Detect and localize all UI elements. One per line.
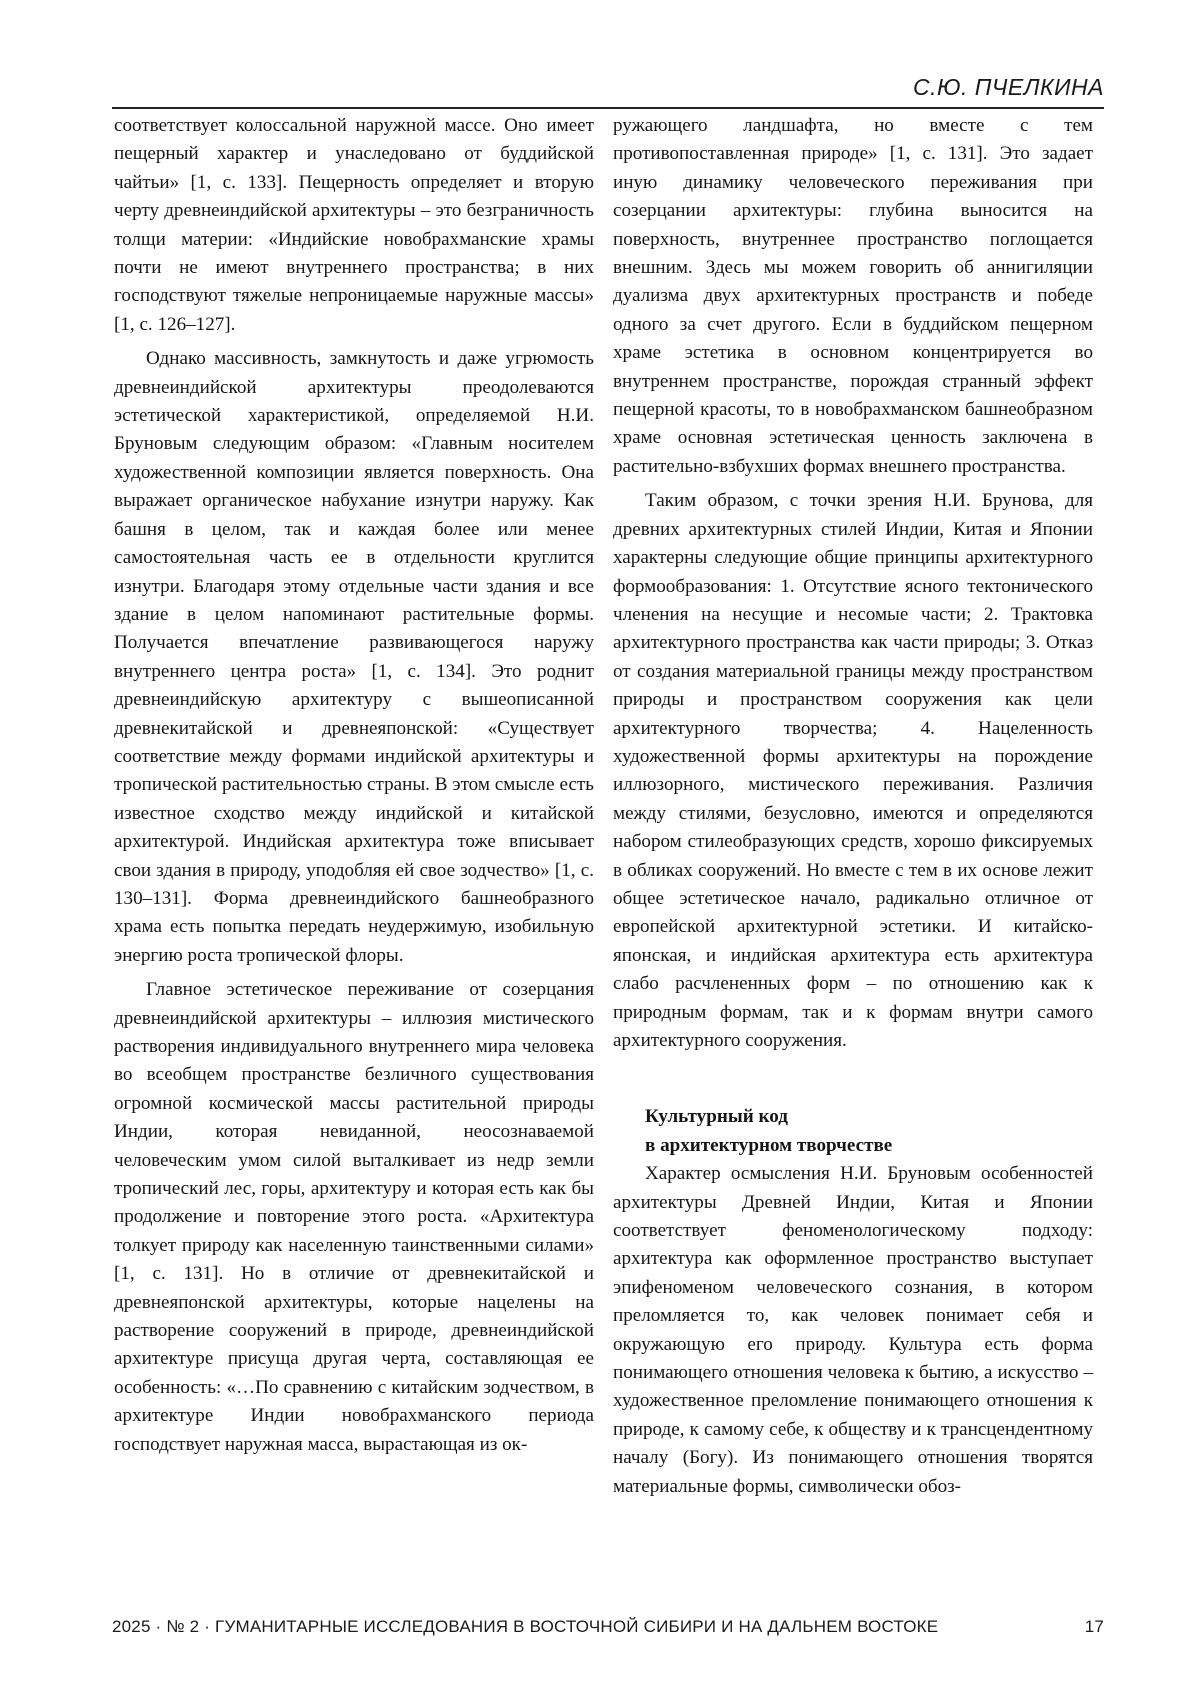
page-number: 17 [1084,1617,1104,1636]
section-heading-line: Культурный код [645,1106,788,1128]
journal-title: 2025 · № 2 · ГУМАНИТАРНЫЕ ИССЛЕДОВАНИЯ В ВОСТОЧНОЙ СИБИРИ И НА ДАЛЬНЕМ ВОСТОКЕ [112,1617,939,1636]
paragraph: Характер осмысления Н.И. Бруновым особенностей архитектуры Древней Индии, Китая и Японии соответствует феноменологическому подходу: архитектура как оформленное пространство выступает эпифеноменом человеческого сознания, в котором преломляется то, как человек понимает себя и окружающую его природу. Культура есть форма понимающего отношения человека к бытию, а искусство – художественное преломление понимающего отношения к природе, к самому себе, к обществу и к трансцендентному началу (Богу). Из понимающего отношения творятся материальные формы, символически обоз- [613,1163,1093,1497]
paragraph: ружающего ландшафта, но вместе с тем противопоставленная природе» [1, с. 131]. Это задает иную динамику человеческого переживания при созерцании архитектуры: глубина выносится на поверхность, внутреннее пространство поглощается внешним. Здесь мы можем говорить об аннигиляции дуализма двух архитектурных пространств и победе одного за счет другого. Если в буддийском пещерном храме эстетика в основном концентрируется во внутреннем пространстве, порождая странный эффект пещерной красоты, то в новобрахманском башнеобразном храме основная эстетическая ценность заключена в растительно-взбухших формах внешнего пространства. [613,115,1093,477]
right-column [613,112,1093,1501]
paragraph: Главное эстетическое переживание от созерцания древнеиндийской архитектуры – иллюзия мистического растворения индивидуального внутреннего мира человека во всеобщем пространстве безличного существования огромной космической массы растительной природы Индии, которая невиданной, неосознаваемой человеческим умом силой выталкивает из недр земли тропический лес, горы, архитектуру и которая есть как бы продолжение и повторение этого роста. «Архитектура толкует природу как населенную таинственными силами» [1, с. 131]. Но в отличие от древнекитайской и древнеяпонской архитектуры, которые нацелены на растворение сооружений в природе, древнеиндийской архитектуре присуща другая черта, составляющая ее особенность: «…По сравнению с китайским зодчеством, в архитектуре Индии новобрахманского периода господствует наружная масса, вырастающая из ок- [114,979,594,1455]
paragraph: соответствует колоссальной наружной массе. Оно имеет пещерный характер и унаследовано от буддийской чайтьи» [1, с. 133]. Пещерность определяет и вторую черту древнеиндийской архитектуры – это безграничность толщи материи: «Индийские новобрахманские храмы почти не имеют внутреннего пространства; в них господствуют тяжелые непроницаемые наружные массы» [1, с. 126–127]. [114,115,594,335]
header-divider [112,107,1104,109]
paragraph: Таким образом, с точки зрения Н.И. Брунова, для древних архитектурных стилей Индии, Китая и Японии характерны следующие общие принципы архитектурного формообразования: 1. Отсутствие ясного тектонического членения на несущие и несомые части; 2. Трактовка архитектурного пространства как части природы; 3. Отказ от создания материальной границы между пространством природы и пространством сооружения как цели архитектурного творчества; 4. Нацеленность художественной формы архитектуры на порождение иллюзорного, мистического переживания. Различия между стилями, безусловно, имеются и определяются набором стилеобразующих средств, хорошо фиксируемых в обликах сооружений. Но вместе с тем в их основе лежит общее эстетическое начало, радикально отличное от европейской архитектурной эстетики. И китайско-японская, и индийская архитектура есть архитектура слабо расчлененных форм – по отношению как к природным формам, так и к формам внутри самого архитектурного сооружения. [613,490,1093,1051]
section-heading [613,1103,1093,1160]
section-heading-line: в архитектурном творчестве [645,1134,893,1156]
left-column [114,112,594,1459]
page-footer [112,1617,1104,1637]
running-head-author: С.Ю. ПЧЕЛКИНА [912,74,1104,100]
paragraph: Однако массивность, замкнутость и даже угрюмость древнеиндийской архитектуры преодолеваются эстетической характеристикой, определяемой Н.И. Бруновым следующим образом: «Главным носителем художественной композиции является поверхность. Она выражает органическое набухание изнутри наружу. Как башня в целом, так и каждая более или менее самостоятельная часть ее в отдельности круглится изнутри. Благодаря этому отдельные части здания и все здание в целом напоминают растительные формы. Получается впечатление развивающегося наружу внутреннего центра роста» [1, с. 134]. Это роднит древнеиндийскую архитектуру с вышеописанной древнекитайской и древнеяпонской: «Существует соответствие между формами индийской архитектуры и тропической растительностью страны. В этом смысле есть известное сходство между индийской и китайской архитектурой. Индийская архитектура тоже вписывает свои здания в природу, уподобляя ей свое зодчество» [1, с. 130–131]. Форма древнеиндийского башнеобразного храма есть попытка передать неудержимую, изобильную энергию роста тропической флоры. [114,348,594,966]
